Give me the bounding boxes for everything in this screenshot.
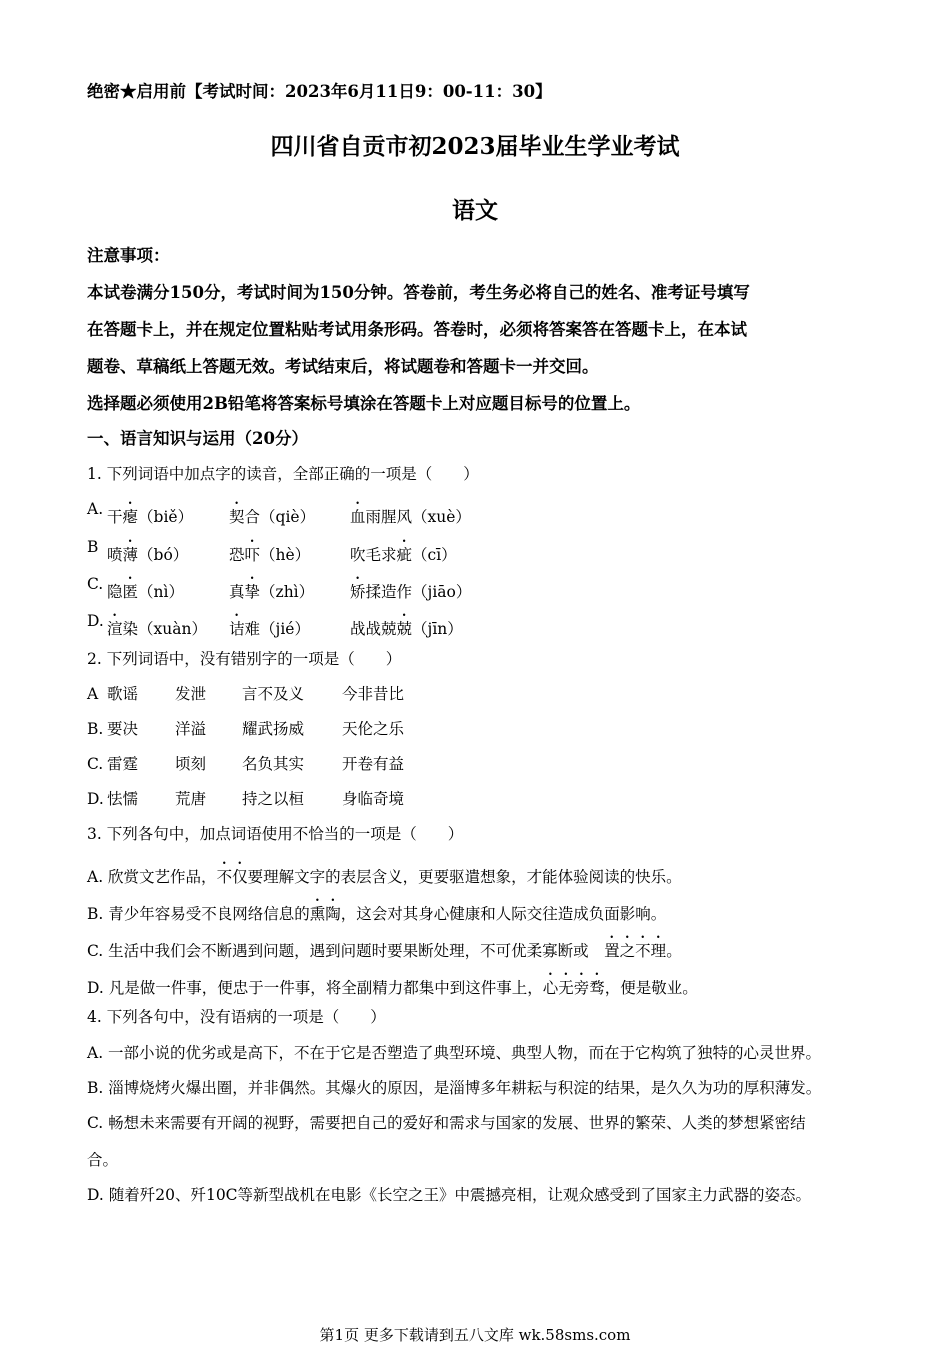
option-label: A. <box>87 500 104 518</box>
question-3-option: A. 欣赏文艺作品，不仅要理解文字的表层含义，更要驱遣想象，才能体验阅读的快乐。 <box>87 868 682 886</box>
option-word: 怯懦 <box>107 790 139 808</box>
option-word: 契合（qiè） <box>229 508 316 526</box>
page-footer: 第1页 更多下载请到五八文库 wk.58sms.com <box>319 1326 631 1344</box>
option-word: 干瘪（biě） <box>107 508 194 526</box>
option-word: 开卷有益 <box>342 755 405 773</box>
question-1-option <box>87 537 457 564</box>
question-1-stem: 1. 下列词语中加点字的读音，全部正确的一项是（ ） <box>87 465 479 483</box>
option-word: 荒唐 <box>175 790 207 808</box>
option-word: 天伦之乐 <box>342 720 405 738</box>
option-word: 雷霆 <box>107 755 139 773</box>
option-word: 言不及义 <box>242 685 305 703</box>
option-label: B <box>87 538 99 556</box>
option-word: 发泄 <box>175 685 207 703</box>
option-word: 战战兢兢（jīn） <box>350 620 463 638</box>
notice-line: 在答题卡上，并在规定位置粘贴考试用条形码。答卷时，必须将答案答在答题卡上，在本试 <box>87 320 747 339</box>
option-word: 歌谣 <box>107 685 139 703</box>
option-word: 今非昔比 <box>342 685 405 703</box>
question-2-option <box>87 754 405 774</box>
question-4-option: C. 畅想未来需要有开阔的视野，需要把自己的爱好和需求与国家的发展、世界的繁荣、人类的梦想紧密结 <box>87 1114 806 1132</box>
option-word: 吹毛求疵（cī） <box>350 546 457 564</box>
confidential-note: 绝密★启用前【考试时间：2023年6月11日9：00-11：30】 <box>87 82 552 101</box>
question-4-stem: 4. 下列各句中，没有语病的一项是（ ） <box>87 1008 386 1026</box>
option-word: 身临奇境 <box>342 790 405 808</box>
option-label: C. <box>87 755 104 773</box>
option-word: 真挚（zhì） <box>229 583 315 601</box>
question-1-option <box>87 499 471 526</box>
option-label: D. <box>87 790 104 808</box>
notice-line: 题卷、草稿纸上答题无效。考试结束后，将试题卷和答题卡一并交回。 <box>87 357 599 376</box>
option-word: 矫揉造作（jiāo） <box>350 583 472 601</box>
question-2-option <box>87 789 405 809</box>
question-4-option: A. 一部小说的优劣或是高下，不在于它是否塑造了典型环境、典型人物，而在于它构筑了独特的心灵世界。 <box>87 1044 822 1062</box>
option-label: A <box>87 685 99 703</box>
question-1-option <box>87 574 472 601</box>
emphasized-phrase: 心无旁骛 <box>542 979 605 997</box>
question-3-option: D. 凡是做一件事，便忠于一件事，将全副精力都集中到这件事上，心无旁骛，便是敬业。 <box>87 979 698 997</box>
option-word: 耀武扬威 <box>242 720 305 738</box>
option-word: 诘难（jié） <box>229 620 310 638</box>
question-1-option <box>87 611 463 638</box>
question-2-option <box>87 719 405 739</box>
question-3-option: C. 生活中我们会不断遇到问题，遇到问题时要果断处理，不可优柔寡断或 置之不理。 <box>87 942 682 960</box>
option-word: 顷刻 <box>175 755 207 773</box>
option-word: 持之以桓 <box>242 790 305 808</box>
option-word: 要决 <box>107 720 139 738</box>
emphasized-phrase: 熏陶 <box>309 905 341 923</box>
exam-title: 四川省自贡市初2023届毕业生学业考试 <box>270 133 680 160</box>
option-label: B. <box>87 720 104 738</box>
question-2-option <box>87 684 405 704</box>
option-label: C. <box>87 575 104 593</box>
question-3-option: B. 青少年容易受不良网络信息的熏陶，这会对其身心健康和人际交往造成负面影响。 <box>87 905 667 923</box>
option-label: D. <box>87 612 104 630</box>
section-heading: 一、语言知识与运用（20分） <box>87 429 308 448</box>
question-2-stem: 2. 下列词语中，没有错别字的一项是（ ） <box>87 650 402 668</box>
emphasized-phrase: 置之不理 <box>604 942 667 960</box>
emphasized-phrase: 不仅 <box>216 868 248 886</box>
question-4-option: D. 随着歼20、歼10C等新型战机在电影《长空之王》中震撼亮相，让观众感受到了国家主力武器的姿态。 <box>87 1186 812 1204</box>
subject-title: 语文 <box>452 197 498 224</box>
notice-heading: 注意事项： <box>87 246 170 265</box>
notice-line: 选择题必须使用2B铅笔将答案标号填涂在答题卡上对应题目标号的位置上。 <box>87 394 641 413</box>
question-4-option-continued: 合。 <box>87 1151 119 1169</box>
option-word: 恐吓（hè） <box>229 546 311 564</box>
question-3-stem: 3. 下列各句中，加点词语使用不恰当的一项是（ ） <box>87 825 464 843</box>
option-word: 喷薄（bó） <box>107 546 189 564</box>
option-word: 血雨腥风（xuè） <box>350 508 471 526</box>
question-4-option: B. 淄博烧烤火爆出圈，并非偶然。其爆火的原因，是淄博多年耕耘与积淀的结果，是久久为功的厚积薄发。 <box>87 1079 822 1097</box>
notice-line: 本试卷满分150分，考试时间为150分钟。答卷前，考生务必将自己的姓名、准考证号填写 <box>87 283 750 302</box>
option-word: 渲染（xuàn） <box>107 620 207 638</box>
option-word: 名负其实 <box>242 755 305 773</box>
option-word: 隐匿（nì） <box>107 583 184 601</box>
option-word: 洋溢 <box>175 720 207 738</box>
